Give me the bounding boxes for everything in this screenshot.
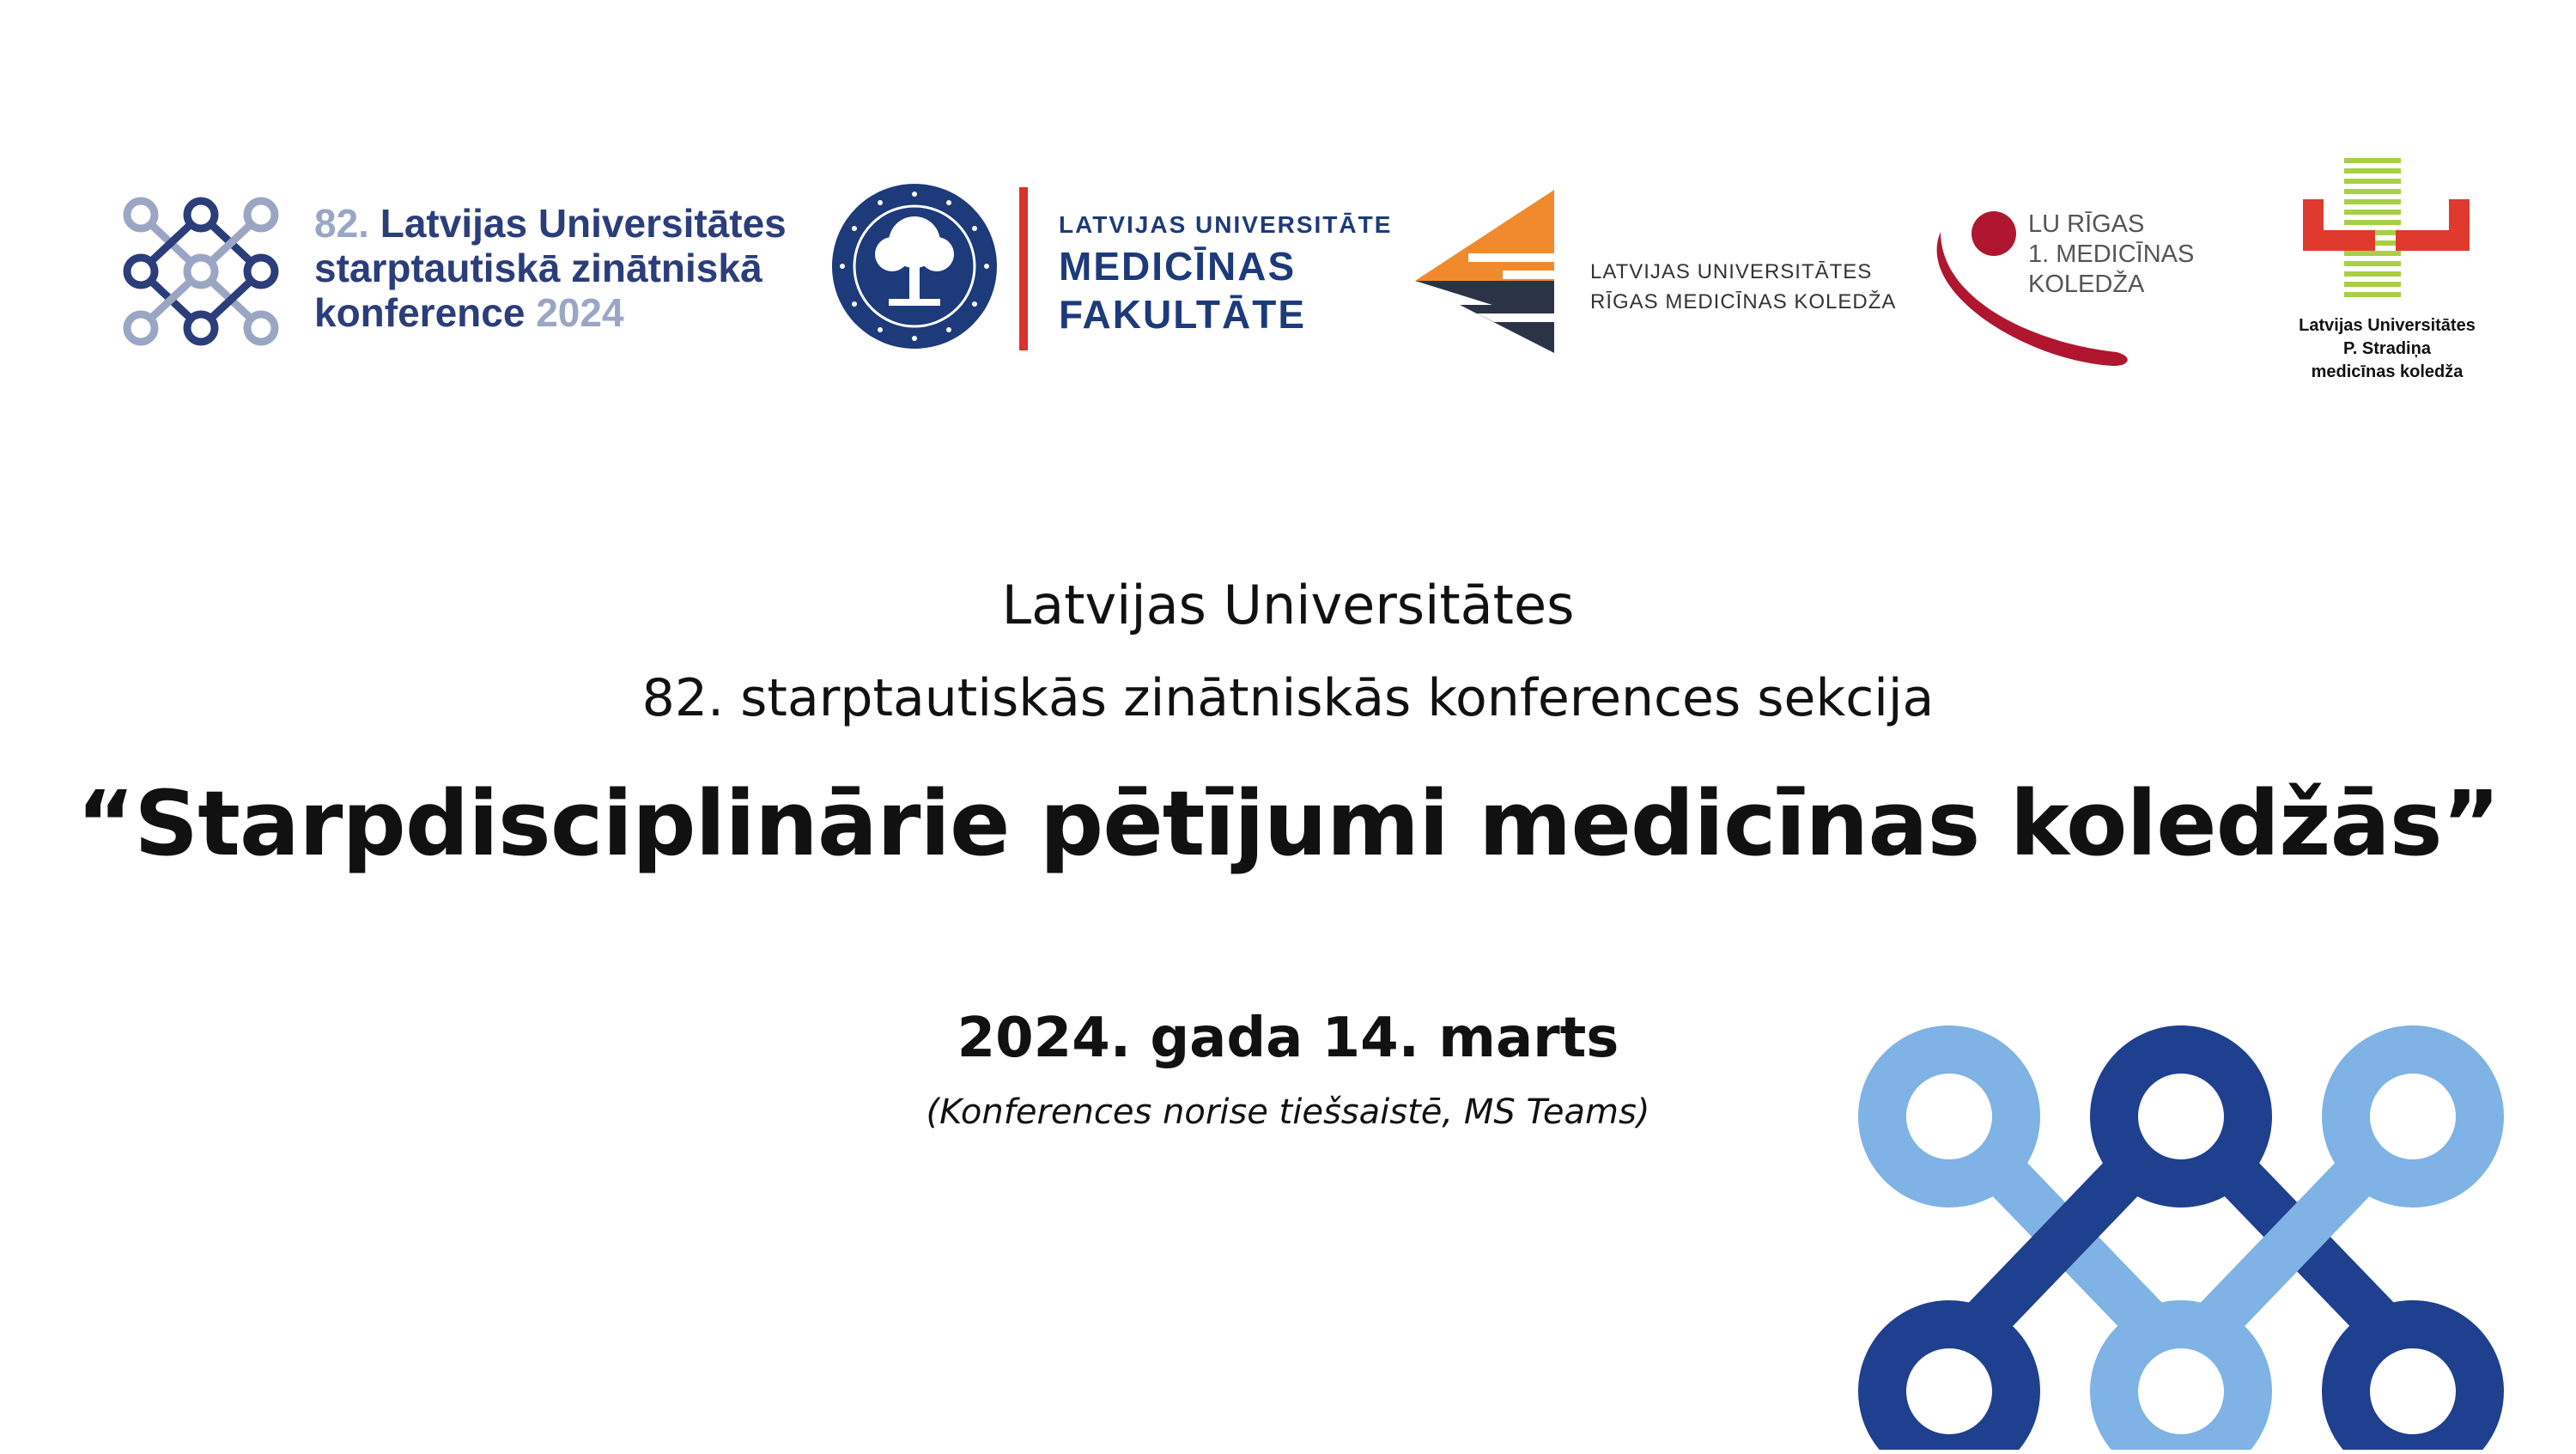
stradina-college-cross-icon: [2258, 155, 2516, 309]
riga-first-college-line-3: KOLEDŽA: [2028, 271, 2145, 298]
conference-logo: [120, 189, 787, 352]
conference-line-1-rest: Latvijas Universitātes: [368, 201, 787, 246]
conference-section: 82. starptautiskās zinātniskās konferences sekcija: [641, 668, 1935, 728]
stradina-college-line-2: P. Stradiņa: [2343, 339, 2431, 358]
riga-first-college-line-2: 1. MEDICĪNAS: [2028, 240, 2195, 268]
conference-year: 2024: [525, 290, 624, 335]
network-circles-icon: [1855, 1013, 2576, 1450]
medical-faculty-logo: [829, 180, 1393, 352]
riga-college-emblem-icon: [1408, 185, 1563, 356]
university-name: Latvijas Universitātes: [1001, 574, 1575, 636]
conference-number: 82.: [314, 201, 369, 246]
stradina-college-line-1: Latvijas Universitātes: [2299, 316, 2476, 335]
medical-faculty-text: [1059, 208, 1392, 338]
riga-medical-college-logo: [1408, 185, 1897, 365]
conference-motif-icon: [120, 189, 292, 352]
conference-line-2: starptautiskā zinātniskā: [314, 246, 762, 290]
section-title: “Starpdisciplinārie pētījumi medicīnas koledžās”: [76, 771, 2500, 876]
event-format-note: (Konferences norise tiešsaistē, MS Teams): [926, 1092, 1650, 1132]
medical-faculty-red-bar: [1019, 187, 1028, 350]
stradina-college-line-3: medicīnas koledža: [2311, 362, 2464, 381]
riga-first-medical-college-logo: [1923, 198, 2215, 378]
riga-first-college-text: [2028, 210, 2194, 300]
medical-faculty-line-2: MEDICĪNAS: [1059, 244, 1297, 289]
medical-faculty-line-1: LATVIJAS UNIVERSITĀTE: [1059, 211, 1393, 238]
riga-college-line-2: RĪGAS MEDICĪNAS KOLEDŽA: [1590, 290, 1897, 313]
conference-line-1: [314, 201, 795, 246]
stradina-college-text: [2258, 314, 2516, 384]
conference-line-3: [314, 290, 795, 335]
university-seal-icon: [829, 180, 1000, 352]
riga-college-text: [1590, 257, 1896, 317]
riga-first-college-line-1: LU RĪGAS: [2028, 210, 2145, 238]
conference-logo-text: [314, 201, 795, 335]
conference-line-3-main: konference: [314, 290, 526, 335]
stradina-medical-college-logo: [2258, 155, 2516, 391]
riga-college-line-1: LATVIJAS UNIVERSITĀTES: [1590, 260, 1873, 283]
decorative-network-motif: [1855, 1013, 2576, 1450]
event-date: 2024. gada 14. marts: [957, 1007, 1619, 1070]
medical-faculty-line-3: FAKULTĀTE: [1059, 292, 1307, 337]
